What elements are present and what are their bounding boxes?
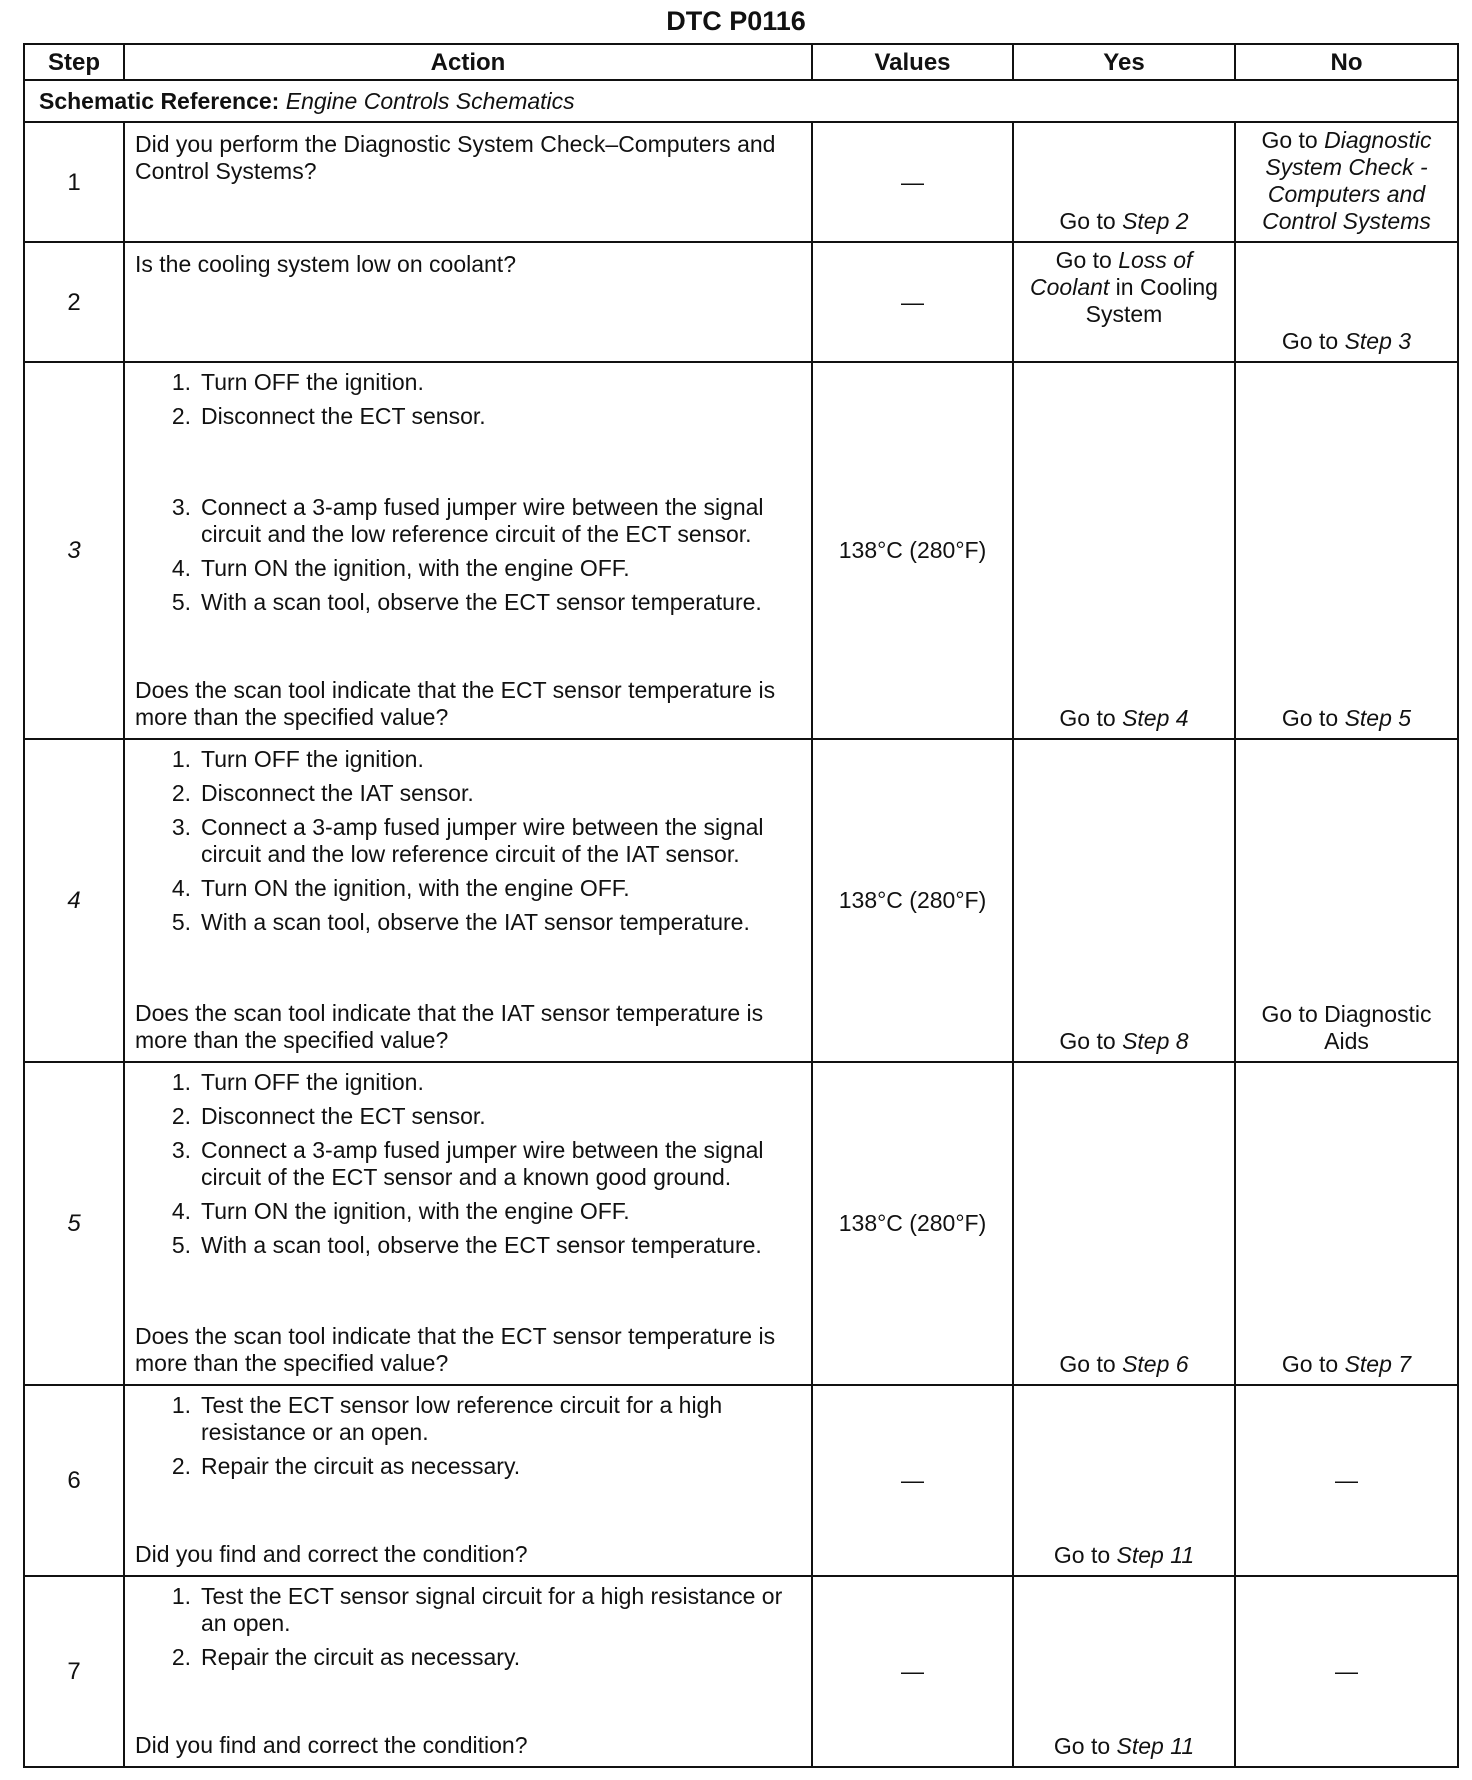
action-question: Is the cooling system low on coolant? <box>135 251 516 277</box>
no-cell[interactable] <box>1235 739 1458 1062</box>
schematic-link[interactable]: Engine Controls Schematics <box>285 87 575 114</box>
values-cell: 138°C (280°F) <box>812 362 1013 739</box>
yes-prefix: Go to <box>1053 1542 1117 1568</box>
no-cell[interactable] <box>1235 122 1458 242</box>
no-link[interactable]: Diagnostic System Check - Computers and Control Systems <box>1262 127 1432 234</box>
yes-prefix: Go to <box>1059 1351 1123 1377</box>
diagnostic-table <box>23 43 1459 1768</box>
table-row <box>24 1576 1458 1767</box>
list-item: 1. Turn OFF the ignition. <box>171 746 424 772</box>
no-link[interactable]: Step 5 <box>1344 705 1412 731</box>
list-item: 5. With a scan tool, observe the ECT sensor temperature. <box>171 1232 762 1258</box>
yes-prefix: Go to <box>1055 247 1119 273</box>
yes-cell[interactable] <box>1013 739 1235 1062</box>
header-step: Step <box>24 44 124 80</box>
yes-cell[interactable] <box>1013 242 1235 362</box>
yes-link[interactable]: Step 2 <box>1122 208 1189 234</box>
yes-link[interactable]: Step 11 <box>1116 1733 1195 1759</box>
step-number: 6 <box>24 1385 124 1576</box>
yes-cell[interactable] <box>1013 362 1235 739</box>
header-action: Action <box>124 44 812 80</box>
header-values: Values <box>812 44 1013 80</box>
list-item: 1. Turn OFF the ignition. <box>171 369 424 395</box>
step-number: 2 <box>24 242 124 362</box>
no-cell[interactable] <box>1235 362 1458 739</box>
yes-link[interactable]: Step 6 <box>1122 1351 1189 1377</box>
no-cell: — <box>1235 1385 1458 1576</box>
table-row <box>24 1062 1458 1385</box>
header-row <box>24 44 1458 80</box>
table-row <box>24 1385 1458 1576</box>
schematic-reference <box>24 80 1458 122</box>
list-item: 2. Disconnect the ECT sensor. <box>171 1103 486 1129</box>
action-question: Does the scan tool indicate that the ECT sensor temperature is more than the specified value? <box>135 677 776 730</box>
table-row <box>24 122 1458 242</box>
no-link[interactable]: Step 7 <box>1344 1351 1412 1377</box>
header-yes: Yes <box>1013 44 1235 80</box>
list-item: 4. Turn ON the ignition, with the engine OFF. <box>171 555 630 581</box>
step-number: 7 <box>24 1576 124 1767</box>
yes-cell[interactable] <box>1013 1385 1235 1576</box>
list-item: 2. Disconnect the ECT sensor. <box>171 403 486 429</box>
yes-suffix: in Cooling System <box>1085 274 1218 327</box>
no-link[interactable]: Step 3 <box>1344 328 1412 354</box>
list-item: 1. Test the ECT sensor low reference circuit for a high resistance or an open. <box>171 1392 723 1445</box>
step-number: 1 <box>24 122 124 242</box>
list-item: 5. With a scan tool, observe the ECT sensor temperature. <box>171 589 762 615</box>
table-row <box>24 242 1458 362</box>
action-cell <box>124 739 812 1062</box>
yes-prefix: Go to <box>1059 1028 1123 1054</box>
no-cell[interactable] <box>1235 1062 1458 1385</box>
action-question: Does the scan tool indicate that the IAT sensor temperature is more than the specified value? <box>135 1000 764 1053</box>
no-prefix: Go to <box>1261 127 1325 153</box>
yes-prefix: Go to <box>1059 705 1123 731</box>
action-cell <box>124 1062 812 1385</box>
yes-link[interactable]: Step 11 <box>1116 1542 1195 1568</box>
action-steps <box>135 1392 799 1487</box>
action-question: Did you find and correct the condition? <box>135 1732 528 1758</box>
no-text[interactable]: Go to Diagnostic Aids <box>1261 1001 1432 1054</box>
list-item: 4. Turn ON the ignition, with the engine OFF. <box>171 1198 630 1224</box>
step-number: 4 <box>24 739 124 1062</box>
page-title: DTC P0116 <box>666 6 806 36</box>
action-steps <box>135 369 799 623</box>
list-item: 1. Turn OFF the ignition. <box>171 1069 424 1095</box>
schematic-row <box>24 80 1458 122</box>
values-cell: — <box>812 122 1013 242</box>
table-row <box>24 739 1458 1062</box>
values-cell: 138°C (280°F) <box>812 1062 1013 1385</box>
table-row <box>24 362 1458 739</box>
action-steps <box>135 1583 799 1678</box>
list-item: 3. Connect a 3-amp fused jumper wire between the signal circuit of the ECT sensor and a known good ground. <box>171 1137 764 1190</box>
yes-link[interactable]: Step 4 <box>1122 705 1189 731</box>
header-no: No <box>1235 44 1458 80</box>
action-steps <box>135 746 799 943</box>
action-cell <box>124 242 812 362</box>
action-question: Did you find and correct the condition? <box>135 1541 528 1567</box>
schematic-label: Schematic Reference: <box>39 87 280 114</box>
action-cell <box>124 1385 812 1576</box>
yes-cell[interactable] <box>1013 1576 1235 1767</box>
list-item: 5. With a scan tool, observe the IAT sensor temperature. <box>171 909 750 935</box>
list-item: 3. Connect a 3-amp fused jumper wire between the signal circuit and the low reference circuit of the IAT sensor. <box>171 814 764 867</box>
yes-prefix: Go to <box>1053 1733 1117 1759</box>
yes-link[interactable]: Loss of Coolant <box>1030 247 1193 300</box>
action-steps <box>135 1069 799 1266</box>
list-item: 2. Disconnect the IAT sensor. <box>171 780 474 806</box>
step-number: 3 <box>24 362 124 739</box>
values-cell: — <box>812 242 1013 362</box>
values-cell: 138°C (280°F) <box>812 739 1013 1062</box>
action-cell <box>124 362 812 739</box>
list-item: 3. Connect a 3-amp fused jumper wire between the signal circuit and the low reference circuit of the ECT sensor. <box>171 494 764 547</box>
no-prefix: Go to <box>1281 705 1345 731</box>
yes-prefix: Go to <box>1059 208 1123 234</box>
action-question: Does the scan tool indicate that the ECT sensor temperature is more than the specified value? <box>135 1323 776 1376</box>
no-prefix: Go to <box>1281 1351 1345 1377</box>
action-cell <box>124 1576 812 1767</box>
yes-link[interactable]: Step 8 <box>1122 1028 1189 1054</box>
action-question: Did you perform the Diagnostic System Check–Computers and Control Systems? <box>135 131 776 184</box>
action-cell <box>124 122 812 242</box>
no-cell[interactable] <box>1235 242 1458 362</box>
step-number: 5 <box>24 1062 124 1385</box>
yes-cell[interactable] <box>1013 122 1235 242</box>
no-prefix: Go to <box>1281 328 1345 354</box>
list-item: 1. Test the ECT sensor signal circuit for a high resistance or an open. <box>171 1583 783 1636</box>
list-item: 2. Repair the circuit as necessary. <box>171 1453 521 1479</box>
yes-cell[interactable] <box>1013 1062 1235 1385</box>
values-cell: — <box>812 1385 1013 1576</box>
no-cell: — <box>1235 1576 1458 1767</box>
list-item: 2. Repair the circuit as necessary. <box>171 1644 521 1670</box>
values-cell: — <box>812 1576 1013 1767</box>
list-item: 4. Turn ON the ignition, with the engine OFF. <box>171 875 630 901</box>
